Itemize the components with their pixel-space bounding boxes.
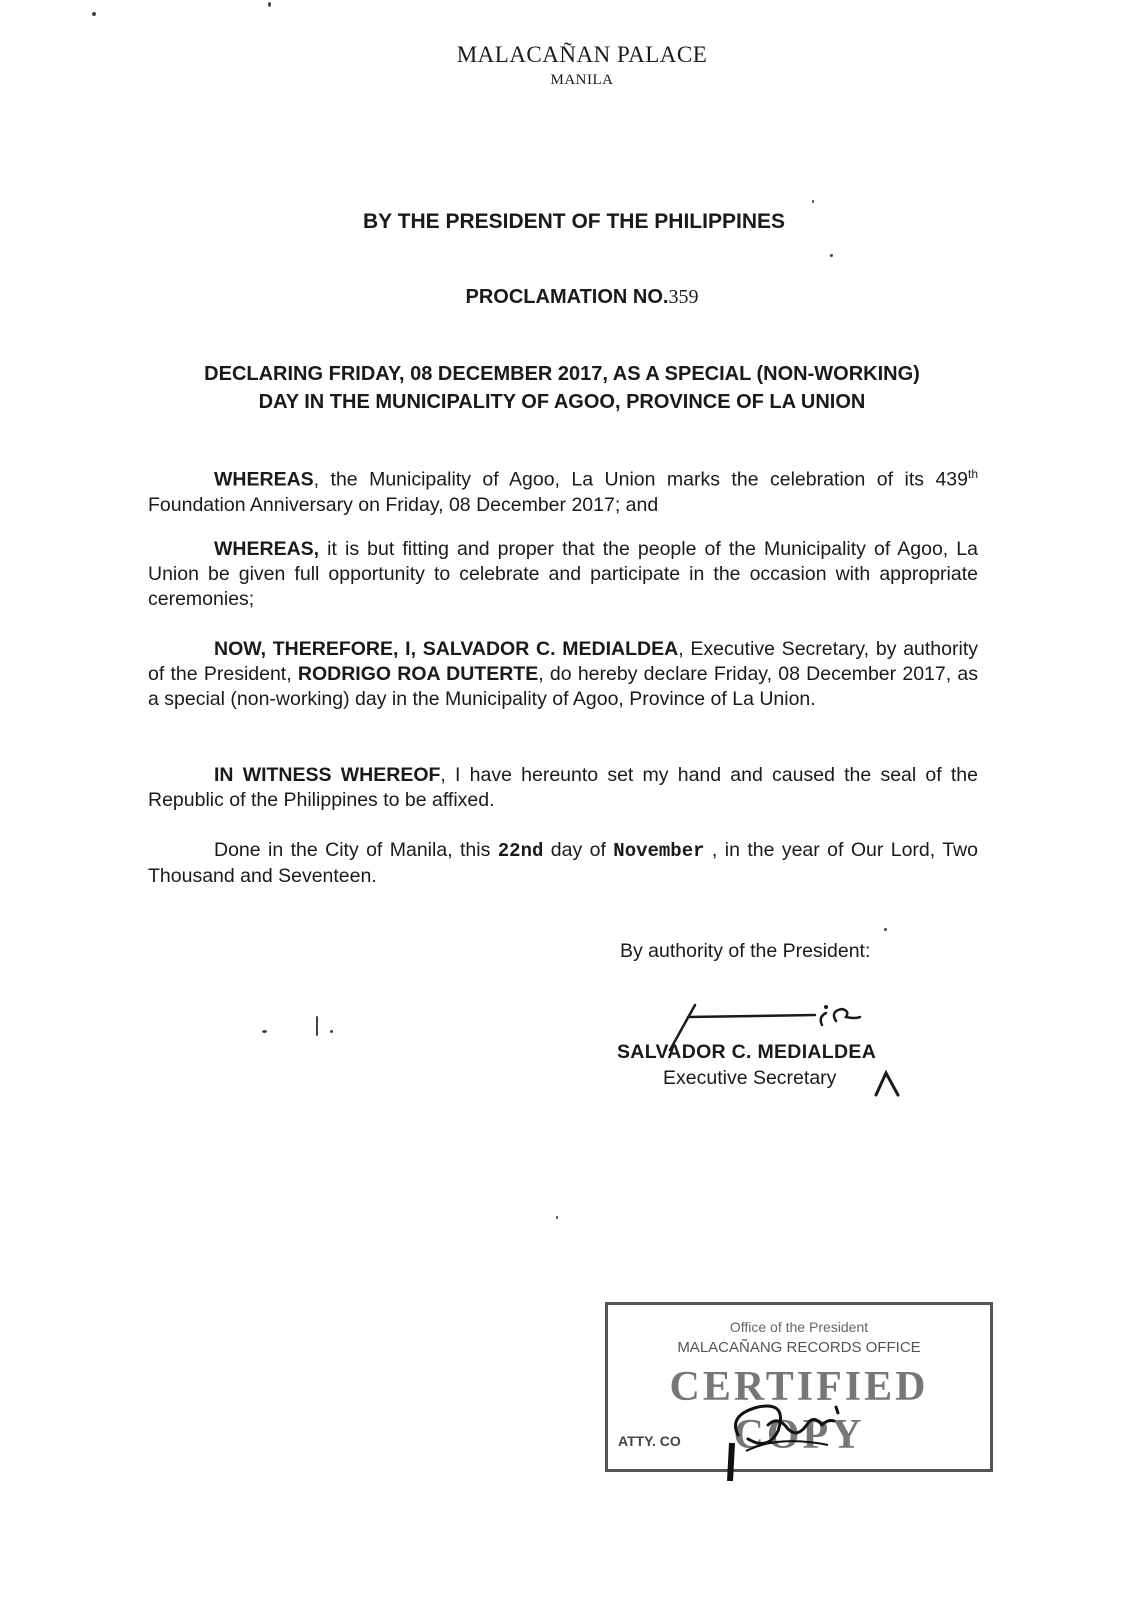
p3-text-a: , Executive Secretary, by authority of the President,: [148, 638, 978, 685]
p1-text-b: Foundation Anniversary on Friday, 08 December 2017; and: [148, 493, 659, 516]
certified-copy-stamp: [605, 1302, 993, 1472]
stamp-office: Office of the President: [729, 1319, 869, 1335]
p3-president-name: RODRIGO ROA DUTERTE: [297, 663, 539, 685]
scan-speck: [268, 2, 271, 7]
p3-text-b: , do hereby declare Friday, 08 December 2017, as a special (non-working) day in the Municipality of Agoo, Province of La Union.: [148, 663, 979, 710]
proclamation-heading: [20, 286, 1124, 309]
signatory-title: Executive Secretary: [663, 1067, 837, 1089]
scan-speck: [262, 1030, 267, 1033]
proclamation-number: 359: [668, 286, 699, 308]
scan-speck: [830, 254, 833, 257]
p4-text: , I have hereunto set my hand and caused the seal of the Republic of the Philippines to be affixed.: [148, 764, 978, 811]
scan-speck: [330, 1030, 333, 1033]
p5-day: 22nd: [497, 840, 544, 862]
signatory-name: SALVADOR C. MEDIALDEA: [617, 1041, 877, 1063]
stamp-certified-copy: CERTIFIED COPY: [669, 1364, 929, 1458]
p3-lead: NOW, THEREFORE, I, SALVADOR C. MEDIALDEA: [214, 638, 679, 660]
p2-text: it is but fitting and proper that the people of the Municipality of Agoo, La Union be given full opportunity to celebrate and participate in the occasion with appropriate ceremonies;: [148, 538, 978, 610]
whereas-paragraph-2: [148, 537, 978, 612]
p5-text-a: Done in the City of Manila, this: [214, 839, 498, 861]
proclamation-title: [0, 360, 1124, 416]
p4-lead: IN WITNESS WHEREOF: [214, 764, 441, 786]
p5-text-b: day of: [543, 839, 614, 861]
whereas-paragraph-1: [148, 462, 978, 518]
p5-text-c: , in the year of Our Lord, Two Thousand and Seventeen.: [148, 839, 978, 887]
p1-ordinal: th: [967, 467, 978, 481]
stamp-signature-icon: [718, 1395, 878, 1485]
done-paragraph: [148, 838, 978, 889]
p1-lead: WHEREAS: [214, 468, 314, 491]
scan-speck: [92, 12, 96, 16]
witness-paragraph: [148, 763, 978, 813]
initials-icon: [868, 1065, 908, 1101]
title-line-2: DAY IN THE MUNICIPALITY OF AGOO, PROVINCE OF LA UNION: [258, 391, 866, 413]
proclamation-label: PROCLAMATION NO.: [465, 286, 669, 308]
scan-speck: [884, 928, 887, 931]
therefore-paragraph: [148, 637, 978, 712]
stamp-records-office: MALACAÑANG RECORDS OFFICE: [677, 1339, 921, 1356]
scan-speck: [316, 1016, 318, 1036]
p1-text-a: , the Municipality of Agoo, La Union marks the celebration of its 439: [313, 468, 968, 491]
scan-speck: [556, 1216, 558, 1219]
title-line-1: DECLARING FRIDAY, 08 DECEMBER 2017, AS A SPECIAL (NON-WORKING): [204, 363, 920, 385]
stamp-attorney: ATTY. CO: [618, 1433, 681, 1449]
scan-speck: [812, 200, 814, 203]
letterhead-palace: MALACAÑAN PALACE: [456, 42, 708, 67]
issuer-heading: BY THE PRESIDENT OF THE PHILIPPINES: [362, 210, 785, 233]
letterhead-city: MANILA: [550, 72, 614, 88]
p2-lead: WHEREAS,: [214, 538, 320, 560]
authority-line: By authority of the President:: [620, 940, 871, 962]
p5-month: November: [613, 840, 705, 862]
